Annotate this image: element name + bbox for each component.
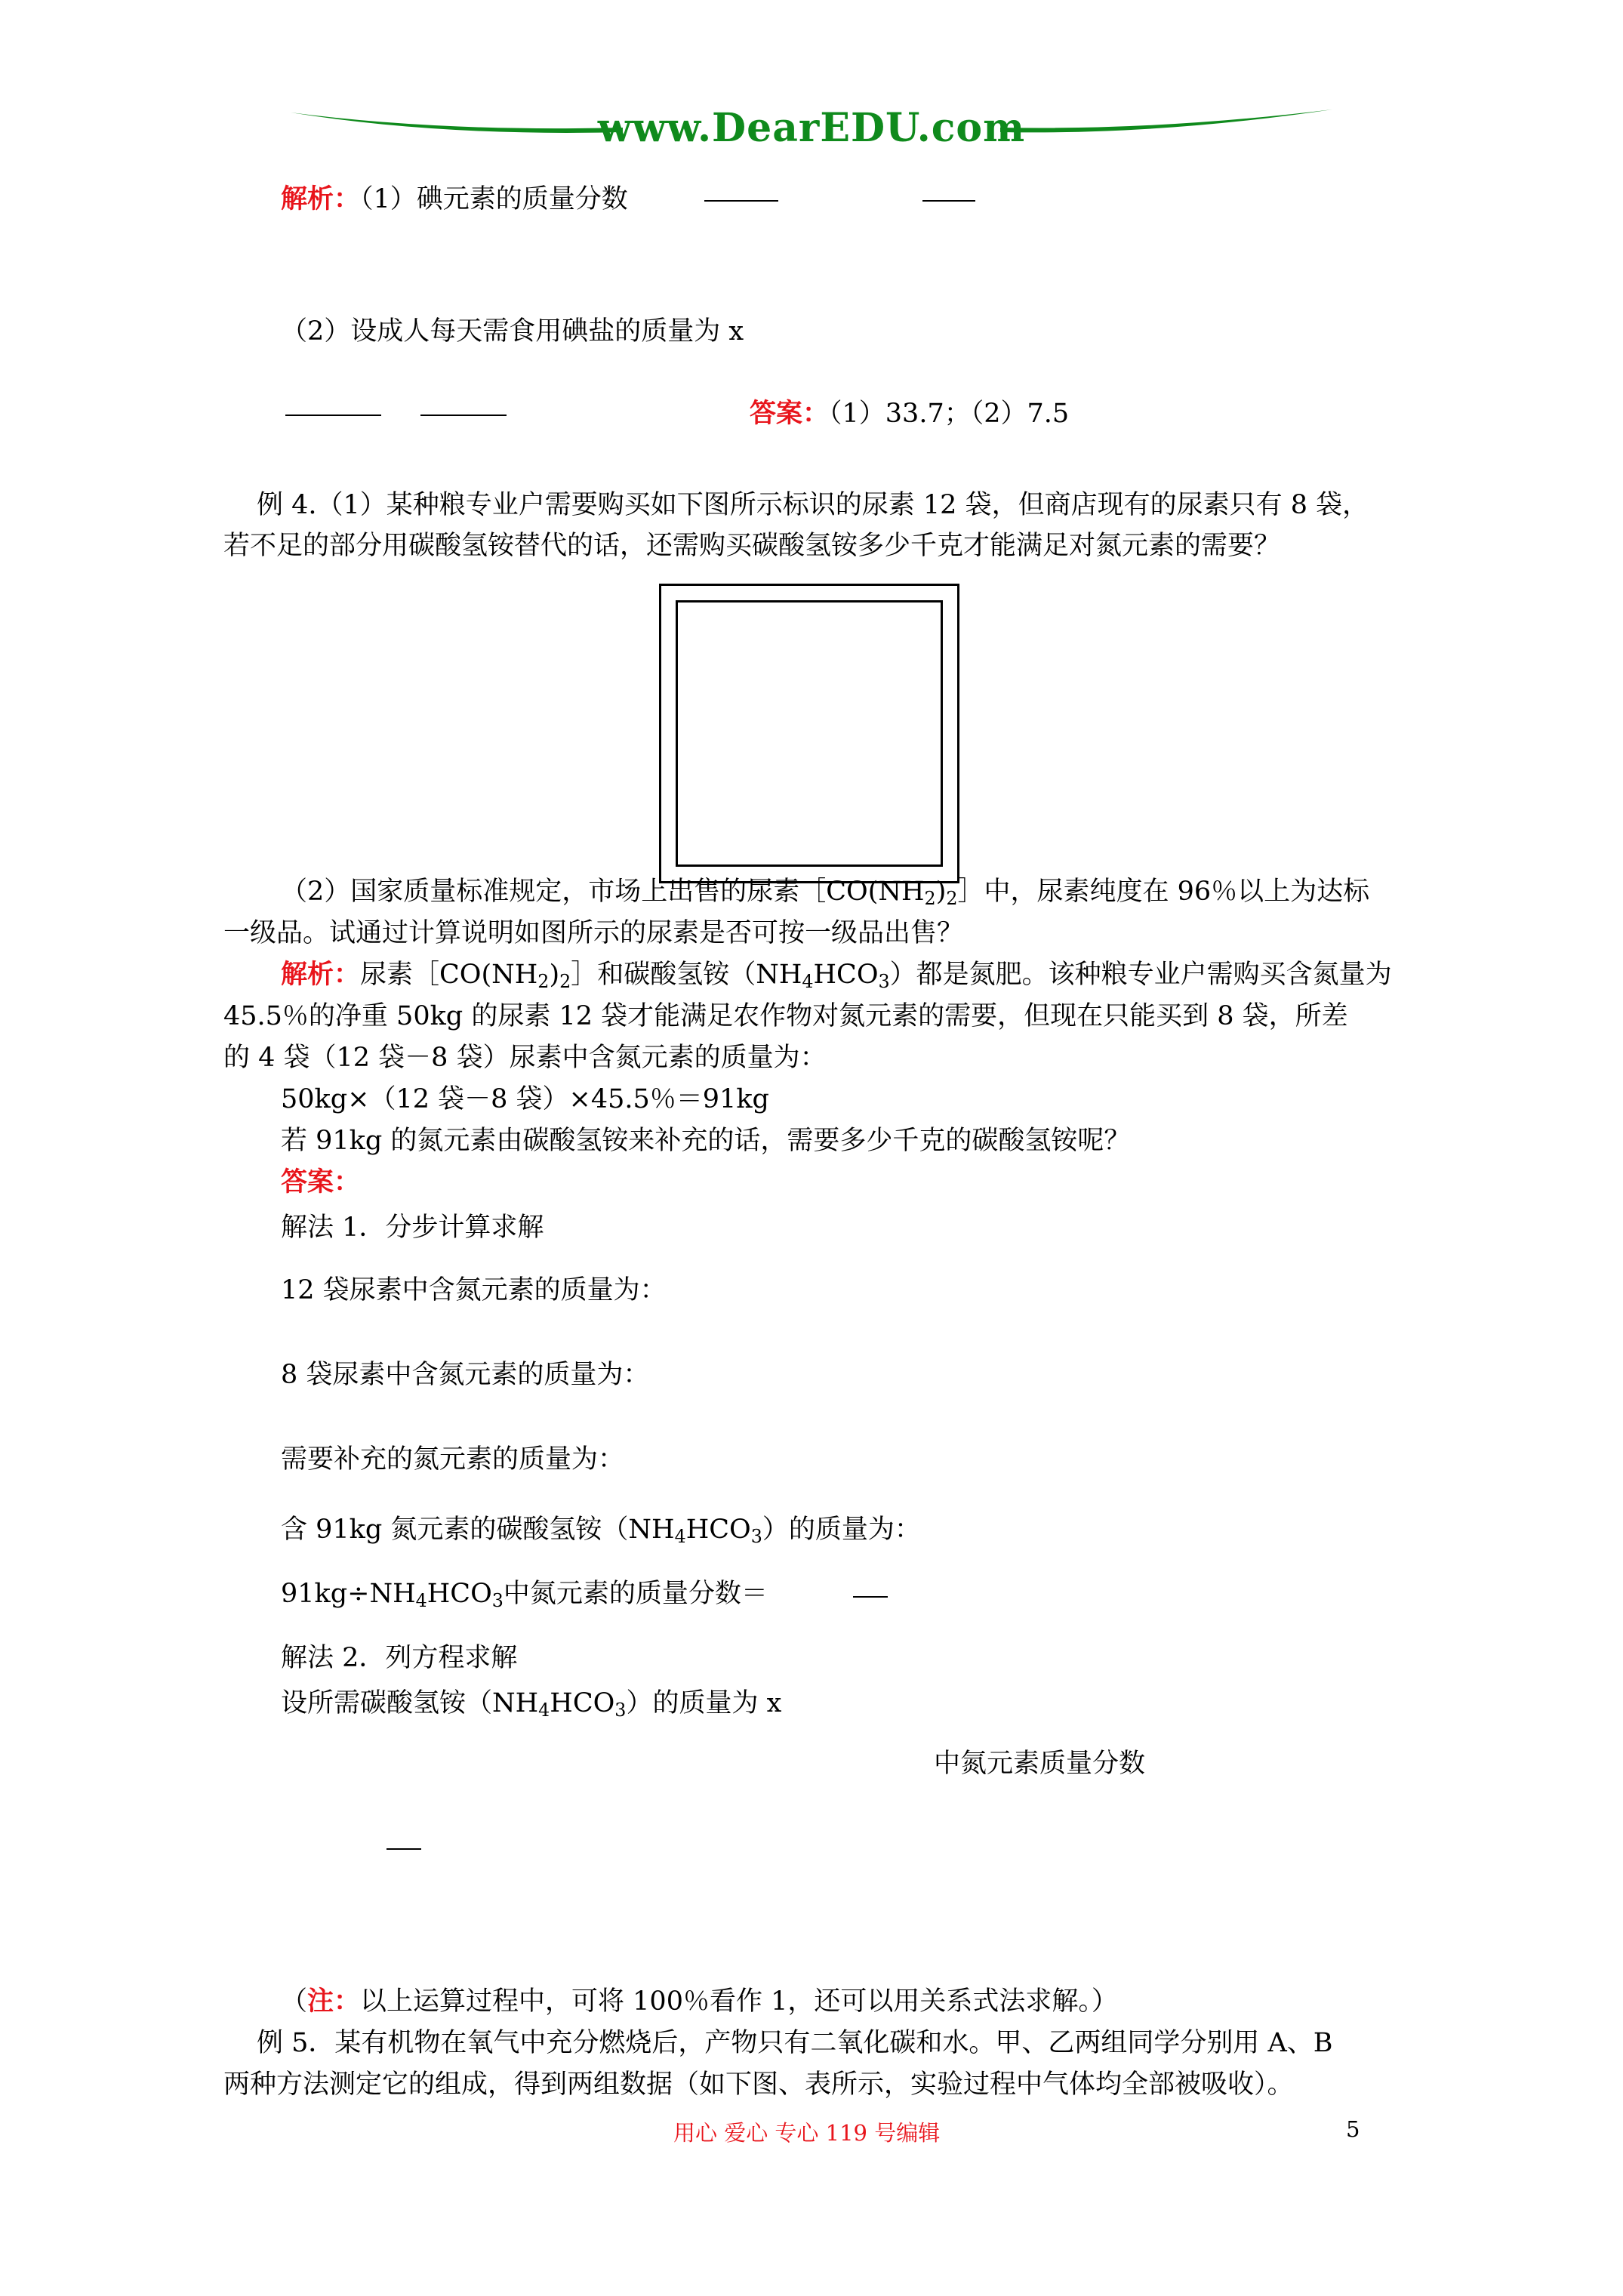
text-segment: 尿素［CO(NH — [360, 960, 538, 990]
method1-line2: 8 袋尿素中含氮元素的质量为： — [281, 1360, 650, 1390]
subscript: 4 — [674, 1525, 686, 1547]
text-segment: 以上运算过程中，可将 100％看作 1，还可以用关系式法求解。） — [360, 1986, 1118, 2017]
text-segment: ）都是氮肥。该种粮专业户需购买含氮量为 — [889, 960, 1392, 990]
text-segment: HCO — [427, 1579, 492, 1609]
example4-intro-line1: 例 4.（1）某种粮专业户需要购买如下图所示标识的尿素 12 袋，但商店现有的尿素只有 8 袋， — [257, 490, 1369, 520]
text-segment: ) — [549, 960, 560, 990]
answer-label: 答案： — [750, 398, 830, 429]
header-logo — [291, 102, 1332, 155]
subscript: 3 — [614, 1699, 627, 1721]
method1-title: 解法 1．分步计算求解 — [281, 1213, 544, 1243]
analysis-line-1 — [281, 183, 628, 215]
example4-analysis-line4: 50kg×（12 袋－8 袋）×45.5％＝91kg — [281, 1084, 769, 1114]
text-segment: HCO — [550, 1688, 615, 1718]
example4-analysis-line2: 45.5％的净重 50kg 的尿素 12 袋才能满足农作物对氮元素的需要，但现在只能买到 8 袋，所差 — [223, 1001, 1348, 1031]
method1-line5 — [281, 1578, 768, 1611]
example4-part2-line1 — [281, 876, 1369, 909]
method1-line4 — [281, 1514, 921, 1547]
example4-analysis-line1 — [281, 959, 1392, 992]
text-segment: ）的质量为： — [762, 1515, 921, 1545]
urea-label-figure — [659, 584, 959, 883]
fraction-bar — [285, 415, 381, 416]
example4-intro-line2: 若不足的部分用碳酸氢铵替代的话，还需购买碳酸氢铵多少千克才能满足对氮元素的需要？ — [223, 531, 1281, 561]
subscript: 2 — [924, 887, 936, 909]
note-label: 注： — [307, 1986, 361, 2017]
method1-line3: 需要补充的氮元素的质量为： — [281, 1444, 625, 1475]
text-segment: 设所需碳酸氢铵（NH — [281, 1688, 539, 1718]
example4-answer-label: 答案： — [281, 1166, 361, 1197]
analysis-label: 解析： — [281, 183, 361, 214]
fraction-bar — [922, 200, 975, 202]
text-segment: HCO — [685, 1515, 751, 1545]
answer-text: （1）33.7；（2）7.5 — [829, 399, 1070, 429]
subscript: 2 — [946, 887, 958, 909]
text-segment: ) — [935, 877, 947, 907]
urea-label-inner-frame — [676, 600, 943, 867]
subscript: 2 — [537, 970, 550, 992]
subscript: 4 — [802, 970, 814, 992]
example4-part2-line2: 一级品。试通过计算说明如图所示的尿素是否可按一级品出售？ — [223, 918, 964, 948]
text-segment: ］和碳酸氢铵（NH — [571, 960, 802, 990]
fraction-bar — [704, 200, 778, 202]
method2-title: 解法 2．列方程求解 — [281, 1643, 518, 1673]
example5-line2: 两种方法测定它的组成，得到两组数据（如下图、表所示，实验过程中气体均全部被吸收）。 — [223, 2069, 1294, 2100]
method2-line1 — [281, 1687, 781, 1721]
text-segment: ］中，尿素纯度在 96％以上为达标 — [957, 877, 1370, 907]
logo-text: www.DearEDU.com — [597, 105, 1026, 151]
text-segment: （ — [281, 1986, 308, 2017]
subscript: 3 — [491, 1589, 504, 1611]
footer-text: 用心 爱心 专心 119 号编辑 — [673, 2120, 941, 2146]
example4-analysis-line3: 的 4 袋（12 袋－8 袋）尿素中含氮元素的质量为： — [223, 1043, 827, 1073]
fraction-bar — [387, 1848, 421, 1850]
text-segment: 91kg÷NH — [281, 1579, 416, 1609]
analysis-answer — [750, 398, 1069, 430]
subscript: 2 — [559, 970, 571, 992]
page-number: 5 — [1346, 2116, 1360, 2142]
text-segment: （2）国家质量标准规定，市场上出售的尿素［CO(NH — [281, 877, 925, 907]
example4-analysis-line5: 若 91kg 的氮元素由碳酸氢铵来补充的话，需要多少千克的碳酸氢铵呢？ — [281, 1126, 1131, 1156]
analysis-line-2: （2）设成人每天需食用碘盐的质量为 x — [281, 316, 744, 347]
analysis-line1-text: （1）碘元素的质量分数 — [360, 184, 628, 214]
note-line — [281, 1986, 1118, 2017]
text-segment: 含 91kg 氮元素的碳酸氢铵（NH — [281, 1515, 675, 1545]
method2-line2: 中氮元素质量分数 — [934, 1749, 1146, 1779]
text-segment: 中氮元素的质量分数＝ — [503, 1579, 768, 1609]
subscript: 3 — [878, 970, 890, 992]
subscript: 4 — [538, 1699, 550, 1721]
method1-line1: 12 袋尿素中含氮元素的质量为： — [281, 1275, 667, 1305]
fraction-bar — [853, 1596, 888, 1598]
example5-line1: 例 5．某有机物在氧气中充分燃烧后，产物只有二氧化碳和水。甲、乙两组同学分别用 A、B — [257, 2028, 1333, 2058]
text-segment: ）的质量为 x — [626, 1688, 782, 1718]
fraction-bar — [420, 415, 507, 416]
analysis-label: 解析： — [281, 959, 361, 990]
subscript: 4 — [415, 1589, 427, 1611]
text-segment: HCO — [813, 960, 879, 990]
subscript: 3 — [750, 1525, 762, 1547]
